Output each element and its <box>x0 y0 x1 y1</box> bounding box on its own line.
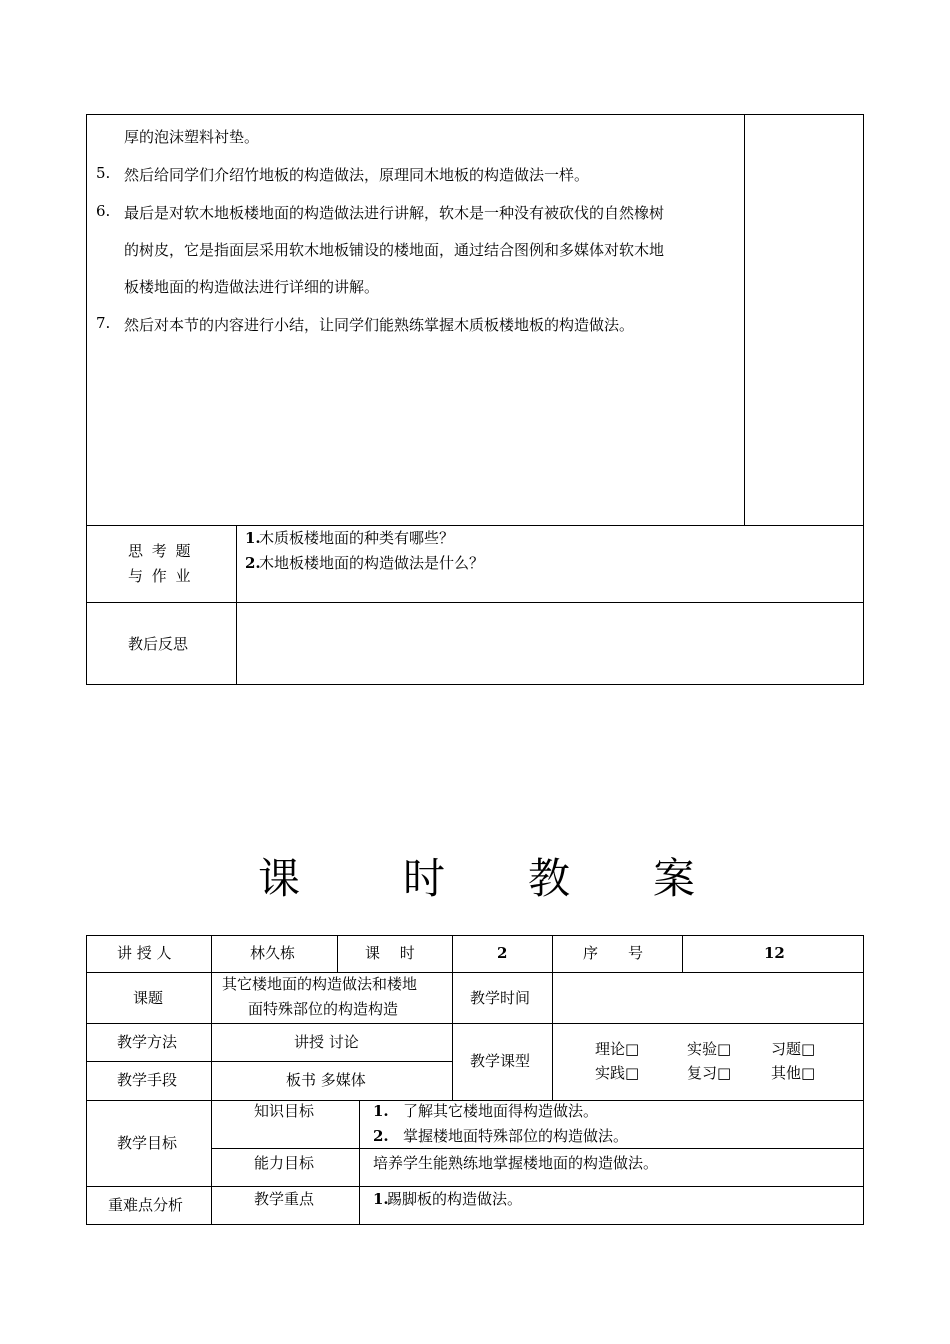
hours-label: 课 时 <box>365 944 415 962</box>
means-value: 板书 多媒体 <box>286 1071 366 1089</box>
list-item-text: 板楼地面的构造做法进行详细的讲解。 <box>124 278 380 296</box>
topic-label: 课题 <box>133 989 164 1007</box>
focus-text: 踢脚板的构造做法。 <box>387 1190 523 1208</box>
knowledge-item-number: 2. <box>373 1127 389 1145</box>
homework-label: 与 作 业 <box>128 567 193 585</box>
method-label: 教学方法 <box>117 1033 178 1051</box>
title-char: 课 <box>258 854 301 903</box>
topic-value: 面特殊部位的构造构造 <box>248 1000 399 1018</box>
type-option-other[interactable]: 其他□ <box>771 1064 816 1082</box>
list-item-text: 然后给同学们介绍竹地板的构造做法，原理同木地板的构造做法一样。 <box>124 166 590 184</box>
type-option-review[interactable]: 复习□ <box>687 1064 732 1082</box>
list-item-number: 5. <box>96 164 111 182</box>
key-points-label: 重难点分析 <box>108 1196 184 1214</box>
time-label: 教学时间 <box>470 989 531 1007</box>
type-option-theory[interactable]: 理论□ <box>595 1040 640 1058</box>
lecturer-label: 讲 授 人 <box>117 944 172 962</box>
title-char: 案 <box>653 854 696 903</box>
type-option-practice[interactable]: 实践□ <box>595 1064 640 1082</box>
title-char: 时 <box>403 854 446 903</box>
type-option-exercise[interactable]: 习题□ <box>771 1040 816 1058</box>
method-value: 讲授 讨论 <box>294 1033 359 1051</box>
homework-question-number: 1. <box>245 529 261 547</box>
knowledge-item: 了解其它楼地面得构造做法。 <box>403 1102 599 1120</box>
list-item-number: 6. <box>96 202 111 220</box>
title-char: 教 <box>528 854 571 903</box>
list-item-text: 最后是对软木地板楼地面的构造做法进行讲解，软木是一种没有被砍伐的自然橡树 <box>124 204 665 222</box>
ability-text: 培养学生能熟练地掌握楼地面的构造做法。 <box>373 1154 659 1172</box>
ability-label: 能力目标 <box>254 1154 315 1172</box>
knowledge-item-number: 1. <box>373 1102 389 1120</box>
means-label: 教学手段 <box>117 1071 178 1089</box>
lecturer-name: 林久栋 <box>250 944 296 962</box>
hours-value: 2 <box>497 944 508 962</box>
reflection-label: 教后反思 <box>128 635 189 653</box>
list-item-text: 然后对本节的内容进行小结，让同学们能熟练掌握木质板楼地板的构造做法。 <box>124 316 635 334</box>
homework-question-number: 2. <box>245 554 261 572</box>
homework-question: 木地板楼地面的构造做法是什么？ <box>259 554 485 572</box>
seq-value: 12 <box>764 944 785 962</box>
list-item-text: 的树皮，它是指面层采用软木地板铺设的楼地面，通过结合图例和多媒体对软木地 <box>124 241 665 259</box>
type-option-experiment[interactable]: 实验□ <box>687 1040 732 1058</box>
list-item-number: 7. <box>96 314 111 332</box>
knowledge-item: 掌握楼地面特殊部位的构造做法。 <box>403 1127 629 1145</box>
knowledge-label: 知识目标 <box>254 1102 315 1120</box>
focus-label: 教学重点 <box>254 1190 315 1208</box>
homework-label: 思 考 题 <box>128 542 193 560</box>
homework-question: 木质板楼地面的种类有哪些？ <box>259 529 455 547</box>
goal-label: 教学目标 <box>117 1134 178 1152</box>
type-label: 教学课型 <box>470 1052 531 1070</box>
seq-label: 序 号 <box>583 944 644 962</box>
focus-number: 1. <box>373 1190 389 1208</box>
topic-value: 其它楼地面的构造做法和楼地 <box>222 975 418 993</box>
continuation-line: 厚的泡沫塑料衬垫。 <box>124 128 260 146</box>
